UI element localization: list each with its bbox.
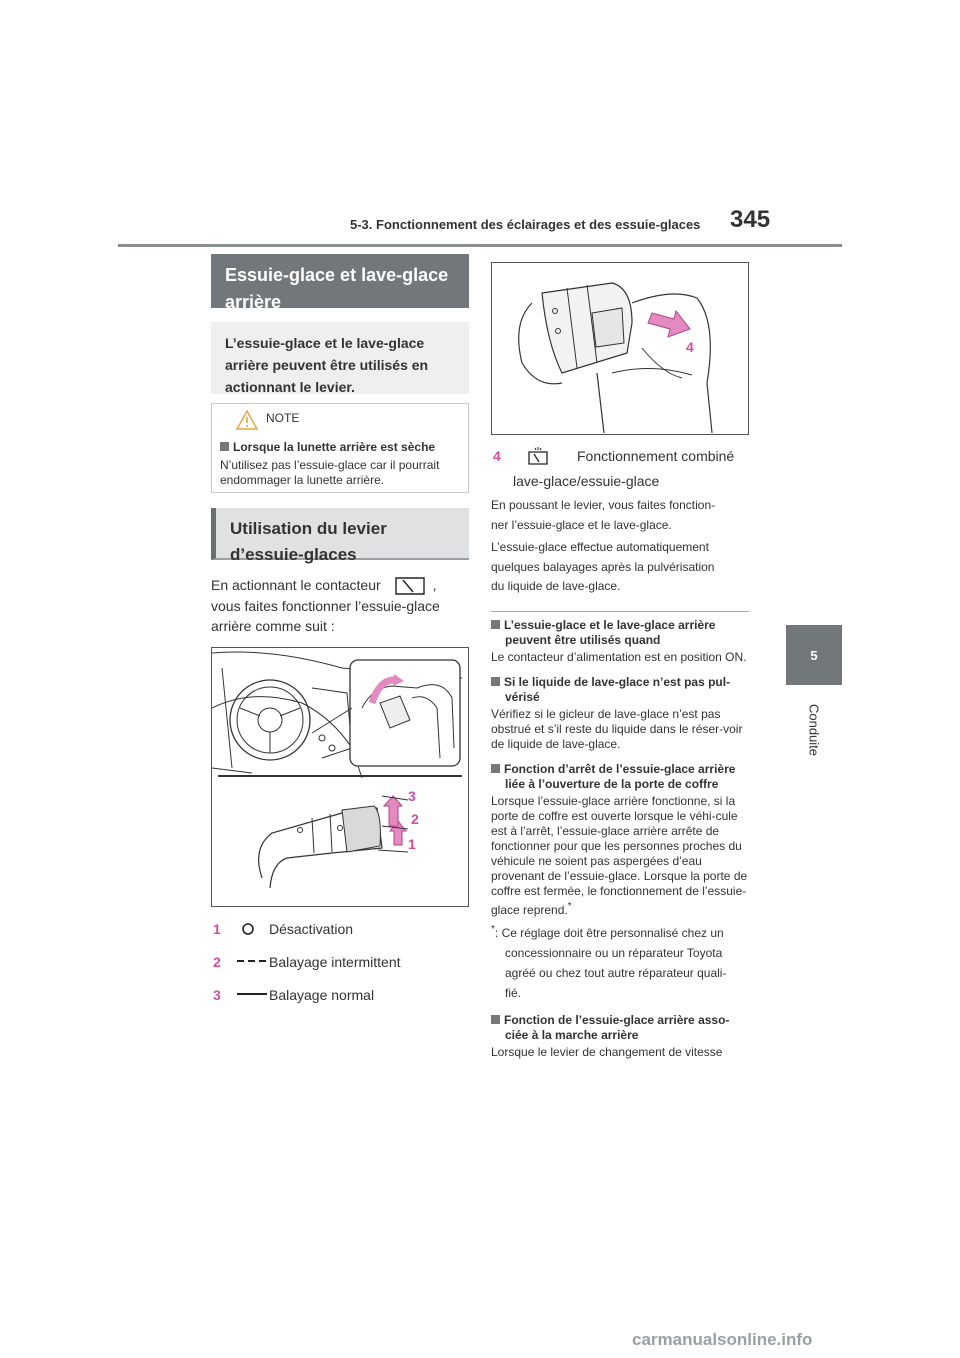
footnote-1: : Ce réglage doit être personnalisé chez un [494,926,724,940]
item-4 [491,446,753,491]
para-before: En actionnant le contacteur [211,577,381,593]
section-heading-rear-wiper [211,254,469,312]
bullet-title-2 [491,675,751,705]
bullet-title-4 [491,1013,751,1043]
section-heading-lever [211,508,469,564]
p2: L’essuie-glace effectue automatiquement [491,540,709,554]
p1b: ner l’essuie-glace et le lave-glace. [491,517,672,532]
washer-spray-icon [527,446,549,466]
item-num: 4 [493,448,501,464]
figure-label-4: 4 [686,339,694,355]
item-num: 1 [213,921,221,937]
footnote-mark: * [491,924,495,935]
b2-text: Vérifiez si le gicleur de lave-glace n’est pas obstrué et s’il reste du liquide dans le réser-voir de liquide de lave-glace. [491,707,743,751]
chapter-number: 5 [810,647,818,663]
p2c: du liquide de lave-glace. [491,579,621,593]
figure-washer-push [491,262,749,435]
section-heading-lever-text: Utilisation du levier d’essuie-glaces [230,519,387,564]
item-num: 2 [213,954,221,970]
list-item [211,985,471,1018]
dashed-line-icon [237,958,267,964]
page-number: 345 [730,206,771,233]
header-rule [118,244,842,247]
solid-line-icon [237,991,267,997]
note-box [211,403,469,493]
b3-title: Fonction d’arrêt de l’essuie-glace arrière liée à l’ouverture de la porte de coffre [504,762,736,791]
position-list [211,919,471,1018]
washer-paragraph [491,496,753,597]
square-bullet-icon [491,677,500,686]
p1: En poussant le levier, vous faites fonction- [491,498,716,512]
item-text: Balayage normal [269,987,375,1003]
section-heading-text: Essuie-glace et lave-glace arrière [225,265,449,312]
bullet-title-1 [491,618,751,648]
b3-star: * [567,901,572,912]
chapter-label-box [786,690,842,770]
para-after: , [432,577,437,593]
intro-box [211,322,469,394]
b1-title: L’essuie-glace et le lave-glace arrière peuvent être utilisés quand [504,618,716,647]
list-item [211,919,471,952]
note-text: N’utilisez pas l’essuie-glace car il pourrait endommager la lunette arrière. [220,458,440,487]
warning-triangle-icon [236,410,258,430]
p2b: quelques balayages après la pulvérisation [491,559,715,574]
figure-label-2: 2 [411,811,419,827]
watermark: carmanualsonline.info [632,1330,813,1349]
note-title: Lorsque la lunette arrière est sèche [233,440,436,454]
b4-title: Fonction de l’essuie-glace arrière asso-ciée à la marche arrière [504,1013,730,1042]
para-line3: arrière comme suit : [211,618,335,634]
info-bullets [491,618,751,1060]
item-text: Balayage intermittent [269,954,401,970]
para-line2: vous faites fonctionner l’essuie-glace [211,598,440,614]
square-bullet-icon [491,620,500,629]
footnote [491,920,751,1003]
figure-lever-positions [211,647,469,907]
square-bullet-icon [220,442,229,451]
square-bullet-icon [491,1015,500,1024]
section-header-title: 5-3. Fonctionnement des éclairages et des essuie-glaces [350,217,701,232]
footnote-3: agréé ou chez tout autre réparateur quali- [505,966,727,980]
b2-title: Si le liquide de lave-glace n’est pas pul-vérisé [504,675,731,704]
square-bullet-icon [491,764,500,773]
item-num: 3 [213,987,221,1003]
list-item [211,952,471,985]
footnote-4: fié. [505,986,522,1000]
b3-text-block [491,794,751,918]
lever-paragraph [211,574,471,636]
figure-label-1: 1 [408,836,416,852]
intro-text: L’essuie-glace et le lave-glace arrière peuvent être utilisés en actionnant le levier. [225,335,429,395]
footnote-2: concessionnaire ou un réparateur Toyota [505,946,723,960]
note-label: NOTE [266,411,300,425]
figure-label-3: 3 [408,788,416,804]
b1-text: Le contacteur d’alimentation est en position ON. [491,650,747,664]
chapter-tab[interactable] [786,625,842,685]
rear-wiper-switch-icon [393,574,427,596]
item-text: Désactivation [269,921,354,937]
divider [491,611,749,612]
b3-text: Lorsque l’essuie-glace arrière fonctionne, si la porte de coffre est ouverte lorsque le véhi-cule est à l’arrêt, l’essuie-glace arrière arrête de fonctionner pour que les personnes proches du véhicule ne soient pas aspergées d’eau provenant de l’essuie-glace. Lorsque la porte de coffre est fermée, le fonctionnement de l’essuie-glace reprend. [491,794,748,917]
off-ring-icon [241,922,255,936]
lever-illustration [212,648,468,906]
note-title-row [220,440,460,455]
chapter-label: Conduite [806,703,822,757]
item4-text2: lave-glace/essuie-glace [513,473,660,489]
bullet-title-3 [491,762,751,792]
b4-text: Lorsque le levier de changement de vitesse [491,1045,723,1059]
washer-lever-illustration [492,263,748,434]
item4-text: Fonctionnement combiné [577,448,735,464]
